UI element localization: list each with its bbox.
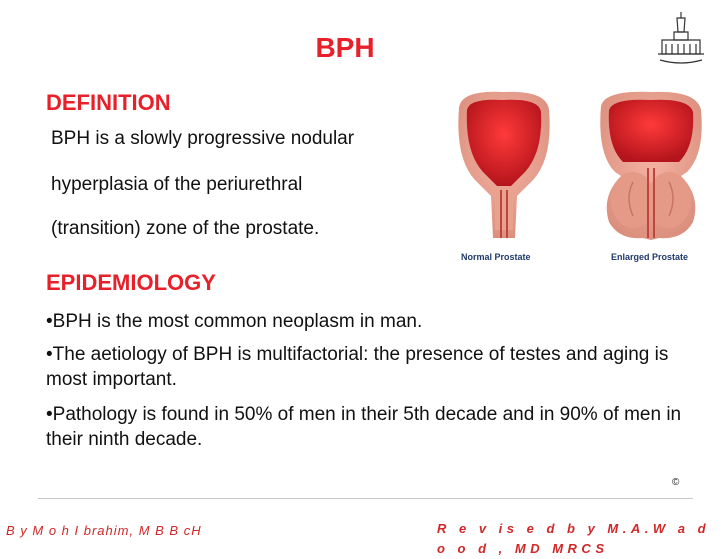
definition-heading: DEFINITION — [46, 90, 171, 115]
normal-prostate-caption: Normal Prostate — [461, 252, 531, 262]
bullet-item: •BPH is the most common neoplasm in man. — [46, 311, 423, 332]
enlarged-prostate-caption: Enlarged Prostate — [611, 252, 689, 262]
definition-line-2: hyperplasia of the periurethral — [51, 174, 303, 195]
epidemiology-heading: EPIDEMIOLOGY — [46, 270, 216, 295]
revision-credit: R e v is e d b y M.A.W a d o o d , MD MRCS — [437, 521, 711, 556]
author-credit: B y M o h I brahim, M B B cH — [6, 523, 202, 538]
university-logo — [650, 10, 712, 68]
definition-line-3: (transition) zone of the prostate. — [51, 218, 320, 239]
normal-prostate-figure — [458, 92, 549, 238]
bullet-item: •The aetiology of BPH is multifactorial: the presence of testes and aging is most important. — [46, 344, 669, 390]
copyright-mark: © — [672, 477, 680, 488]
prostate-illustration — [455, 88, 717, 268]
bullet-item: •Pathology is found in 50% of men in their 5th decade and in 90% of men in their ninth decade. — [46, 404, 682, 450]
definition-line-1: BPH is a slowly progressive nodular — [51, 128, 355, 149]
footer-divider — [38, 498, 693, 499]
slide-title: BPH — [315, 32, 375, 63]
enlarged-prostate-figure — [600, 92, 701, 240]
